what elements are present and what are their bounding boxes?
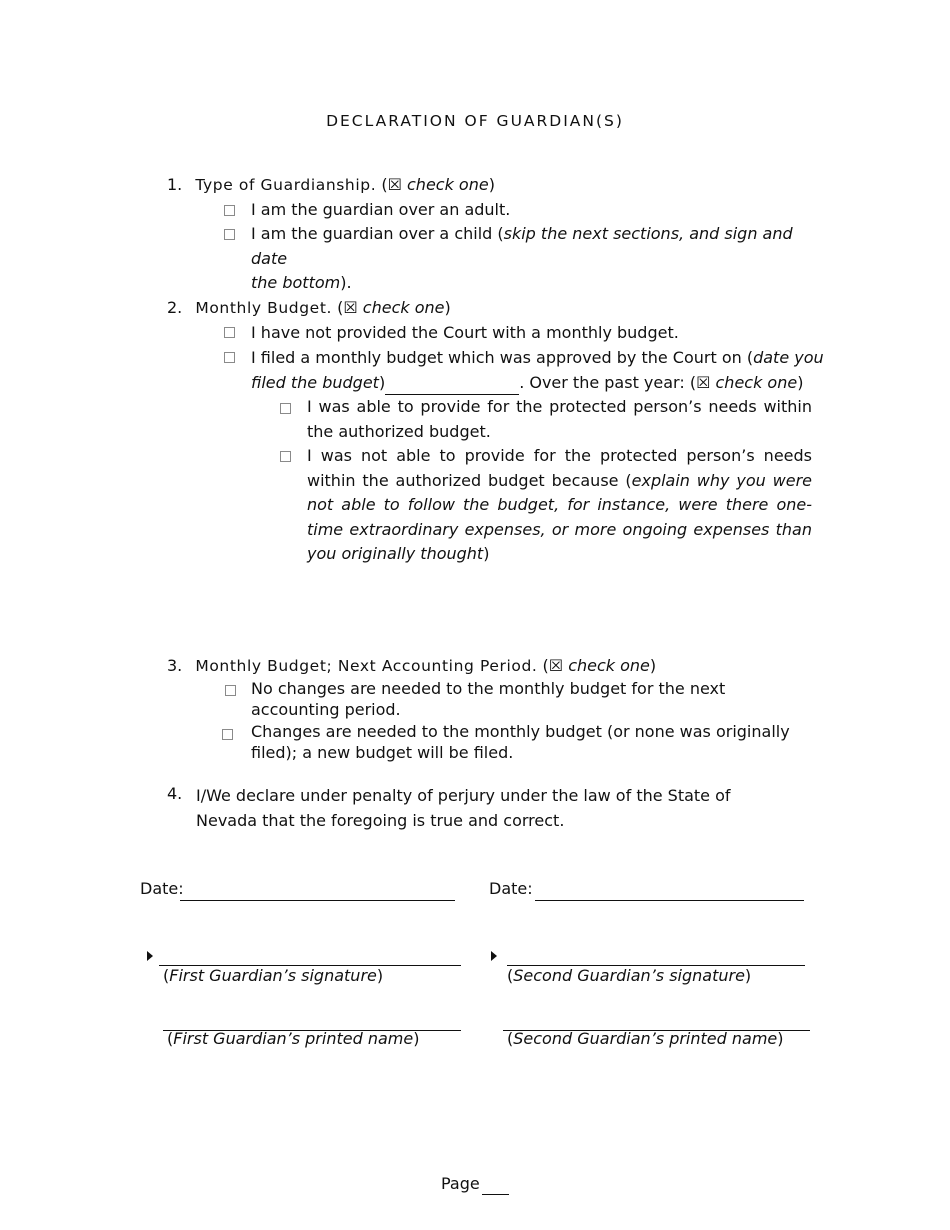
first-name-label: (First Guardian’s printed name) <box>167 1029 420 1048</box>
section-heading: Monthly Budget; Next Accounting Period. <box>195 657 538 675</box>
date-label-2: Date: <box>489 879 533 898</box>
page-number-line[interactable] <box>482 1194 509 1195</box>
section-2-heading <box>167 298 451 317</box>
option-adult: I am the guardian over an adult. <box>251 200 511 219</box>
checkbox-not-within-budget[interactable] <box>280 451 291 462</box>
second-name-label: (Second Guardian’s printed name) <box>507 1029 784 1048</box>
sub-option-not-within-budget: I was not able to provide for the protected person’s needs within the authorized budget because (explain why you were not able to follow the budget, for instance, were there one-time extraordinary expenses, or more ongoing expenses than you originally thought) <box>307 446 812 563</box>
sub-option-within-budget: I was able to provide for the protected person’s needs within the authorized budget. <box>307 397 812 441</box>
checkbox-child[interactable] <box>224 229 235 240</box>
arrow-right-icon <box>147 951 153 961</box>
checkbox-filed-budget[interactable] <box>224 352 235 363</box>
date-label-1: Date: <box>140 879 184 898</box>
first-signature-label: (First Guardian’s signature) <box>163 966 384 985</box>
section-number: 2. <box>167 298 183 317</box>
check-instruction: (☒ check one) <box>381 175 495 194</box>
section-number: 1. <box>167 175 183 194</box>
section-1-heading <box>167 175 495 194</box>
checkbox-no-changes[interactable] <box>225 685 236 696</box>
section-number: 3. <box>167 656 183 675</box>
option-no-budget: I have not provided the Court with a monthly budget. <box>251 323 679 342</box>
page-title: DECLARATION OF GUARDIAN(S) <box>326 112 624 130</box>
arrow-right-icon <box>491 951 497 961</box>
check-instruction: (☒ check one) <box>337 298 451 317</box>
date-line-1[interactable] <box>180 900 455 901</box>
option-no-changes: No changes are needed to the monthly budget for the next accounting period. <box>251 679 726 719</box>
check-instruction: (☒ check one) <box>542 656 657 675</box>
option-changes-needed: Changes are needed to the monthly budget (or none was originally filed); a new budget will be filed. <box>251 722 790 762</box>
checkbox-no-budget[interactable] <box>224 327 235 338</box>
second-signature-label: (Second Guardian’s signature) <box>507 966 752 985</box>
declaration-text: I/We declare under penalty of perjury under the law of the State of Nevada that the foregoing is true and correct. <box>196 786 731 830</box>
page-label: Page <box>441 1174 480 1193</box>
date-line-2[interactable] <box>535 900 804 901</box>
option-filed-budget: I filed a monthly budget which was approved by the Court on (date you filed the budget) . Over the past year: (☒ check one) <box>251 346 824 395</box>
budget-date-line[interactable] <box>385 376 519 395</box>
section-heading: Monthly Budget. <box>195 299 333 317</box>
section-4-number: 4. <box>167 784 183 803</box>
option-child: I am the guardian over a child (skip the next sections, and sign and date the bottom). <box>251 224 793 292</box>
section-heading: Type of Guardianship. <box>195 176 377 194</box>
checkbox-changes-needed[interactable] <box>222 729 233 740</box>
section-3-heading <box>167 656 656 675</box>
checkbox-adult[interactable] <box>224 205 235 216</box>
checkbox-within-budget[interactable] <box>280 403 291 414</box>
